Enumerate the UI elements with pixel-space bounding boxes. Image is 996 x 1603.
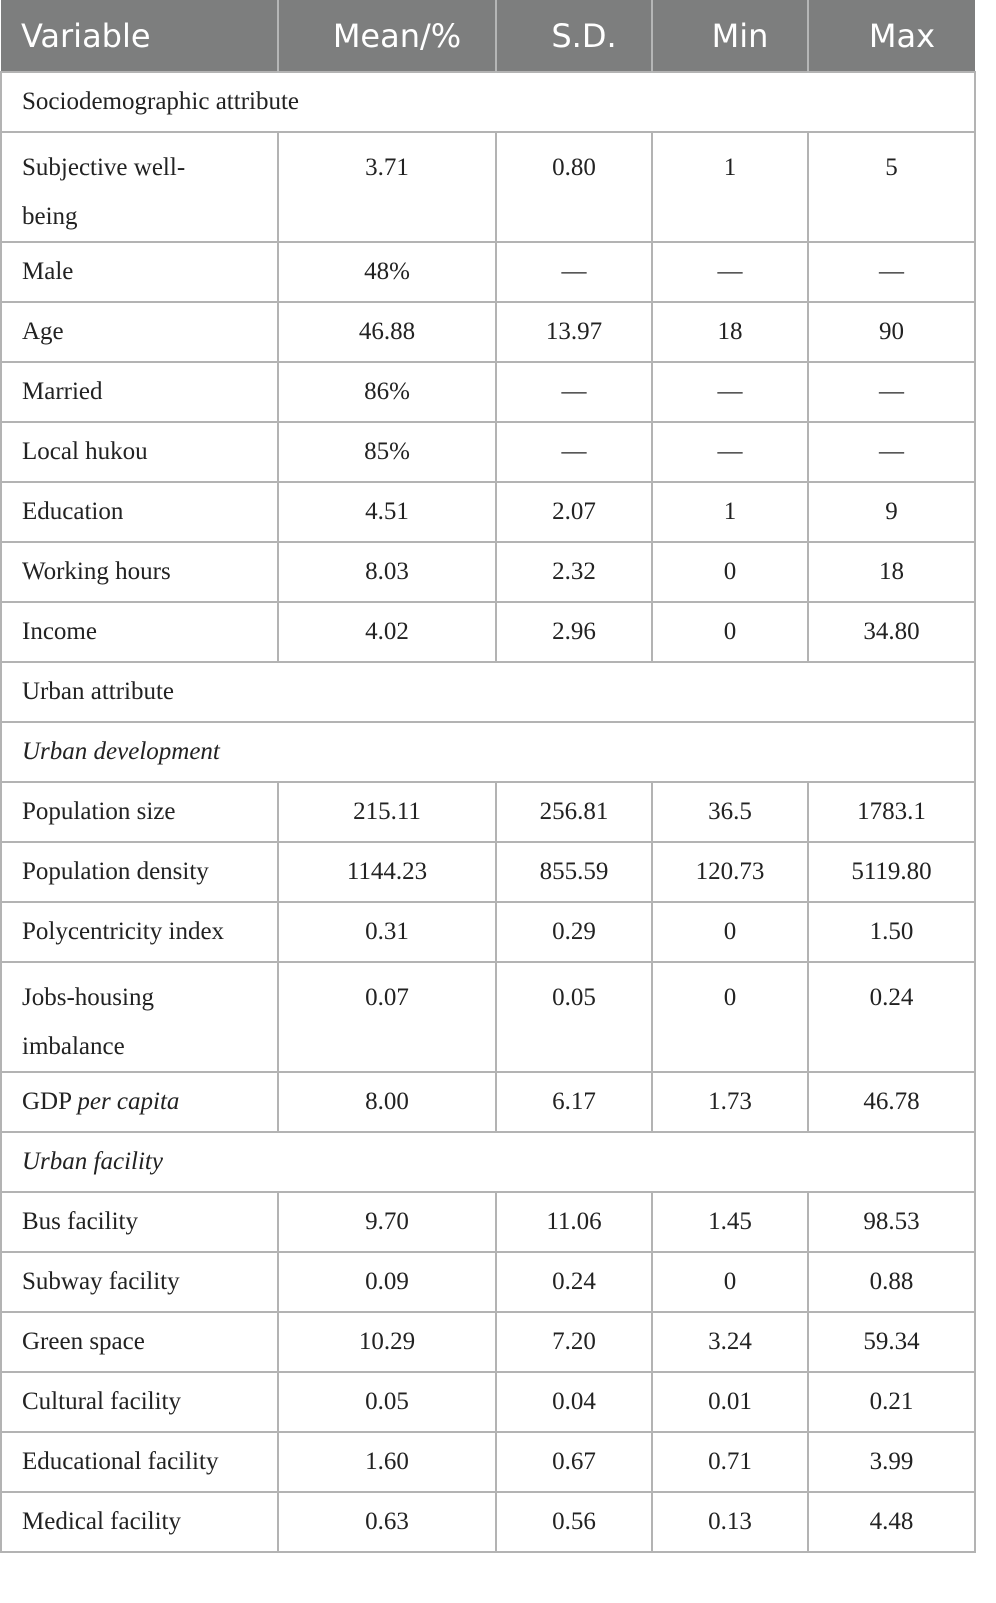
cell-mean: 215.11 — [278, 782, 496, 842]
cell-min: 18 — [652, 302, 808, 362]
cell-mean: 8.03 — [278, 542, 496, 602]
cell-sd: 13.97 — [496, 302, 652, 362]
cell-mean: 3.71 — [278, 132, 496, 242]
cell-max: 90 — [808, 302, 975, 362]
cell-mean: 0.63 — [278, 1492, 496, 1552]
cell-max: 3.99 — [808, 1432, 975, 1492]
row-label-line-1: Jobs-housing — [22, 984, 154, 1011]
table-row — [1, 132, 975, 242]
header-row — [1, 0, 975, 72]
row-label: Male — [1, 242, 278, 302]
subsection-label: Urban development — [1, 722, 975, 782]
cell-min: — — [652, 422, 808, 482]
cell-max: 4.48 — [808, 1492, 975, 1552]
cell-min: 0 — [652, 1252, 808, 1312]
cell-min: 0.13 — [652, 1492, 808, 1552]
row-label: Polycentricity index — [1, 902, 278, 962]
cell-max: 34.80 — [808, 602, 975, 662]
cell-sd: 0.05 — [496, 962, 652, 1072]
cell-sd: 2.07 — [496, 482, 652, 542]
row-label: Subway facility — [1, 1252, 278, 1312]
table-header — [1, 0, 975, 72]
header-mean: Mean/% — [278, 0, 496, 72]
cell-mean: 86% — [278, 362, 496, 422]
cell-max: — — [808, 362, 975, 422]
row-label — [1, 962, 278, 1072]
cell-min: 120.73 — [652, 842, 808, 902]
cell-min: 1 — [652, 482, 808, 542]
cell-max: 18 — [808, 542, 975, 602]
row-label-italic: per capita — [77, 1088, 180, 1115]
cell-sd: 0.67 — [496, 1432, 652, 1492]
table-row — [1, 482, 975, 542]
subsection-row-urban-facility — [1, 1132, 975, 1192]
cell-max: — — [808, 422, 975, 482]
cell-mean: 0.07 — [278, 962, 496, 1072]
row-label: Income — [1, 602, 278, 662]
table-row — [1, 1432, 975, 1492]
table-row — [1, 1072, 975, 1132]
cell-min: 3.24 — [652, 1312, 808, 1372]
row-label: Married — [1, 362, 278, 422]
cell-sd: 6.17 — [496, 1072, 652, 1132]
cell-min: 36.5 — [652, 782, 808, 842]
cell-max: 0.88 — [808, 1252, 975, 1312]
cell-mean: 4.02 — [278, 602, 496, 662]
cell-mean: 1.60 — [278, 1432, 496, 1492]
cell-min: 0 — [652, 902, 808, 962]
cell-sd: 7.20 — [496, 1312, 652, 1372]
table-row — [1, 1192, 975, 1252]
cell-sd: 0.24 — [496, 1252, 652, 1312]
cell-min: 0.01 — [652, 1372, 808, 1432]
cell-min: 0 — [652, 962, 808, 1072]
row-label: Population size — [1, 782, 278, 842]
row-label: Bus facility — [1, 1192, 278, 1252]
cell-sd: 0.29 — [496, 902, 652, 962]
row-label: Cultural facility — [1, 1372, 278, 1432]
cell-max: — — [808, 242, 975, 302]
cell-max: 98.53 — [808, 1192, 975, 1252]
cell-mean: 0.05 — [278, 1372, 496, 1432]
cell-min: — — [652, 242, 808, 302]
cell-sd: 11.06 — [496, 1192, 652, 1252]
table-row — [1, 602, 975, 662]
cell-mean: 8.00 — [278, 1072, 496, 1132]
header-max: Max — [808, 0, 975, 72]
cell-max: 1783.1 — [808, 782, 975, 842]
row-label — [1, 1072, 278, 1132]
table-body — [1, 72, 975, 1552]
table-row — [1, 542, 975, 602]
subsection-label: Urban facility — [1, 1132, 975, 1192]
cell-sd: 0.80 — [496, 132, 652, 242]
section-label: Urban attribute — [1, 662, 975, 722]
row-label — [1, 132, 278, 242]
header-sd: S.D. — [496, 0, 652, 72]
row-label: Age — [1, 302, 278, 362]
cell-mean: 46.88 — [278, 302, 496, 362]
table-row — [1, 1312, 975, 1372]
row-label: Education — [1, 482, 278, 542]
row-label: Population density — [1, 842, 278, 902]
table-row — [1, 302, 975, 362]
row-label: Medical facility — [1, 1492, 278, 1552]
cell-mean: 0.31 — [278, 902, 496, 962]
cell-min: 1.73 — [652, 1072, 808, 1132]
cell-min: 1 — [652, 132, 808, 242]
row-label: Educational facility — [1, 1432, 278, 1492]
section-row-sociodemographic — [1, 72, 975, 132]
table-row — [1, 1252, 975, 1312]
row-label: Local hukou — [1, 422, 278, 482]
cell-max: 5 — [808, 132, 975, 242]
cell-mean: 48% — [278, 242, 496, 302]
row-label-plain: GDP — [22, 1088, 78, 1115]
cell-max: 5119.80 — [808, 842, 975, 902]
cell-min: 0 — [652, 542, 808, 602]
cell-sd: — — [496, 422, 652, 482]
header-min: Min — [652, 0, 808, 72]
table-row — [1, 362, 975, 422]
cell-mean: 9.70 — [278, 1192, 496, 1252]
cell-min: — — [652, 362, 808, 422]
cell-sd: 2.96 — [496, 602, 652, 662]
cell-max: 1.50 — [808, 902, 975, 962]
cell-min: 0 — [652, 602, 808, 662]
row-label: Working hours — [1, 542, 278, 602]
cell-mean: 1144.23 — [278, 842, 496, 902]
cell-mean: 4.51 — [278, 482, 496, 542]
header-variable: Variable — [1, 0, 278, 72]
cell-max: 0.21 — [808, 1372, 975, 1432]
cell-max: 0.24 — [808, 962, 975, 1072]
cell-mean: 10.29 — [278, 1312, 496, 1372]
table-row — [1, 242, 975, 302]
table-row — [1, 782, 975, 842]
table-row — [1, 422, 975, 482]
row-label-line-1: Subjective well- — [22, 154, 186, 181]
table-row — [1, 1492, 975, 1552]
cell-mean: 0.09 — [278, 1252, 496, 1312]
cell-min: 1.45 — [652, 1192, 808, 1252]
cell-sd: 2.32 — [496, 542, 652, 602]
cell-sd: 0.04 — [496, 1372, 652, 1432]
cell-sd: — — [496, 362, 652, 422]
cell-sd: 0.56 — [496, 1492, 652, 1552]
table-row — [1, 842, 975, 902]
table-row — [1, 962, 975, 1072]
cell-mean: 85% — [278, 422, 496, 482]
cell-min: 0.71 — [652, 1432, 808, 1492]
cell-sd: 256.81 — [496, 782, 652, 842]
row-label: Green space — [1, 1312, 278, 1372]
table-row — [1, 902, 975, 962]
cell-max: 46.78 — [808, 1072, 975, 1132]
section-label: Sociodemographic attribute — [1, 72, 975, 132]
cell-max: 59.34 — [808, 1312, 975, 1372]
subsection-row-urban-development — [1, 722, 975, 782]
section-row-urban — [1, 662, 975, 722]
table-row — [1, 1372, 975, 1432]
cell-sd: 855.59 — [496, 842, 652, 902]
row-label-line-2: being — [22, 203, 78, 230]
cell-sd: — — [496, 242, 652, 302]
row-label-line-2: imbalance — [22, 1033, 125, 1060]
cell-max: 9 — [808, 482, 975, 542]
